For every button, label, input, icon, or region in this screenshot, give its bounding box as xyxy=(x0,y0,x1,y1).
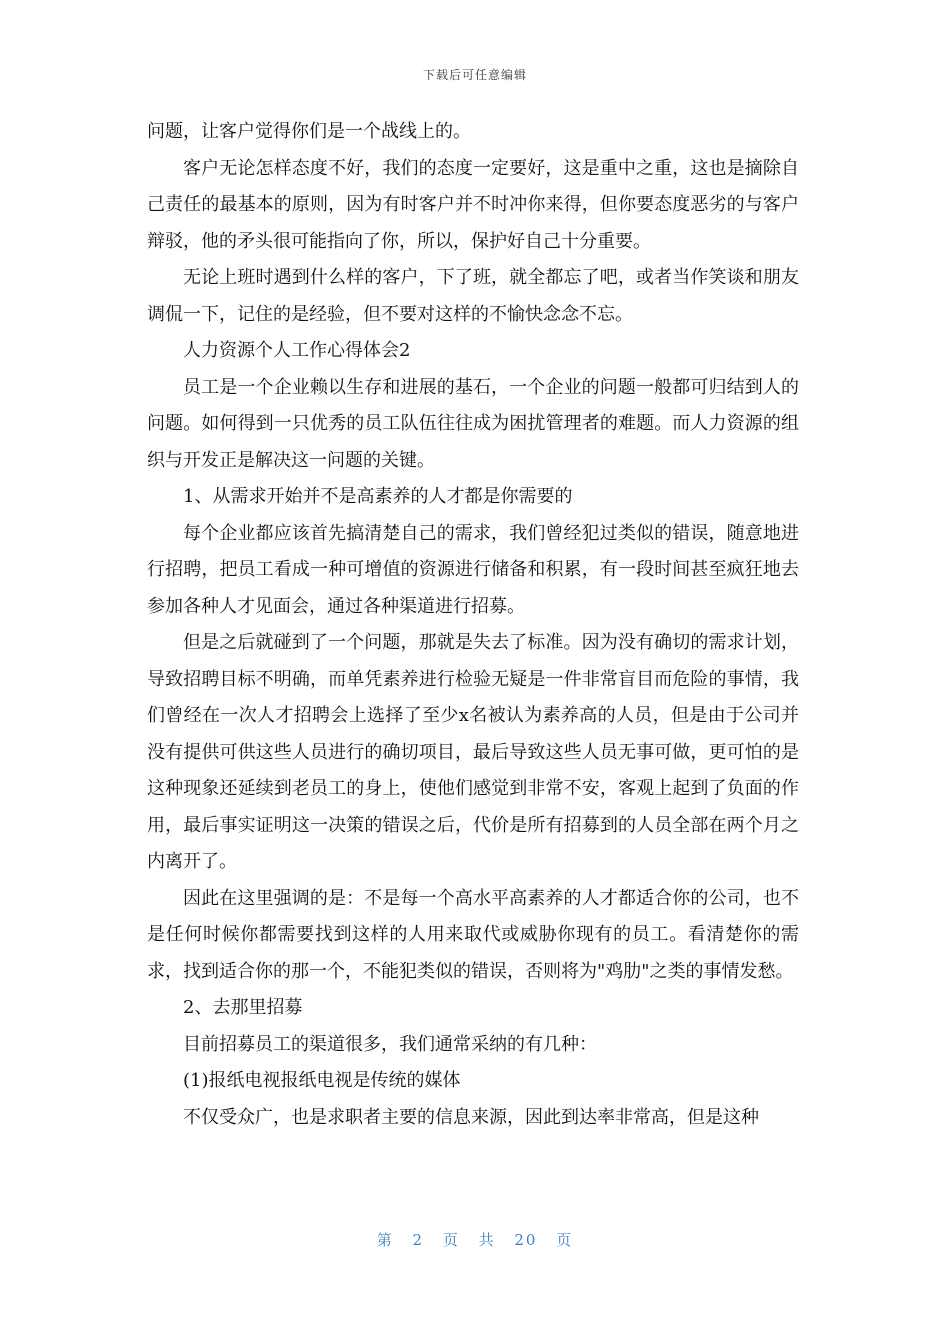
page-number: 第 2 页 共 20 页 xyxy=(376,1231,574,1249)
section-title: 人力资源个人工作心得体会2 xyxy=(183,340,411,361)
list-item-1: (1)报纸电视报纸电视是传统的媒体 xyxy=(183,1070,461,1091)
document-body xyxy=(147,114,799,1136)
paragraph-9: 不仅受众广，也是求职者主要的信息来源，因此到达率非常高，但是这种 xyxy=(183,1106,759,1128)
paragraph-1: 问题，让客户觉得你们是一个战线上的。 xyxy=(147,121,471,142)
paragraph-4: 员工是一个企业赖以生存和进展的基石，一个企业的问题一般都可归结到人的问题。如何得到一只优秀的员工队伍往往成为困扰管理者的难题。而人力资源的组织与开发正是解决这一问题的关键。 xyxy=(147,376,799,471)
paragraph-8: 目前招募员工的渠道很多，我们通常采纳的有几种： xyxy=(183,1033,597,1055)
paragraph-2: 客户无论怎样态度不好，我们的态度一定要好，这是重中之重，这也是摘除自己责任的最基本的原则，因为有时客户并不时冲你来得，但你要态度恶劣的与客户辩驳，他的矛头很可能指向了你，所以，保护好自己十分重要。 xyxy=(147,157,799,252)
subheading-2: 2、去那里招募 xyxy=(183,997,303,1018)
subheading-1: 1、从需求开始并不是高素养的人才都是你需要的 xyxy=(183,486,573,507)
paragraph-7: 因此在这里强调的是：不是每一个高水平高素养的人才都适合你的公司，也不是任何时候你都需要找到这样的人用来取代或威胁你现有的员工。看清楚你的需求，找到适合你的那一个，不能犯类似的错误，否则将为"鸡肋"之类的事情发愁。 xyxy=(147,887,799,982)
paragraph-3: 无论上班时遇到什么样的客户，下了班，就全都忘了吧，或者当作笑谈和朋友调侃一下，记住的是经验，但不要对这样的不愉快念念不忘。 xyxy=(147,267,799,325)
header-note: 下载后可任意编辑 xyxy=(422,68,527,82)
paragraph-5: 每个企业都应该首先搞清楚自己的需求，我们曾经犯过类似的错误，随意地进行招聘，把员工看成一种可增值的资源进行储备和积累，有一段时间甚至疯狂地去参加各种人才见面会，通过各种渠道进行招募。 xyxy=(147,522,799,617)
paragraph-6: 但是之后就碰到了一个问题，那就是失去了标准。因为没有确切的需求计划，导致招聘目标不明确，而单凭素养进行检验无疑是一件非常盲目而危险的事情，我们曾经在一次人才招聘会上选择了至少x名被认为素养高的人员，但是由于公司并没有提供可供这些人员进行的确切项目，最后导致这些人员无事可做，更可怕的是这种现象还延续到老员工的身上，使他们感觉到非常不安，客观上起到了负面的作用，最后事实证明这一决策的错误之后，代价是所有招募到的人员全部在两个月之内离开了。 xyxy=(147,632,799,872)
